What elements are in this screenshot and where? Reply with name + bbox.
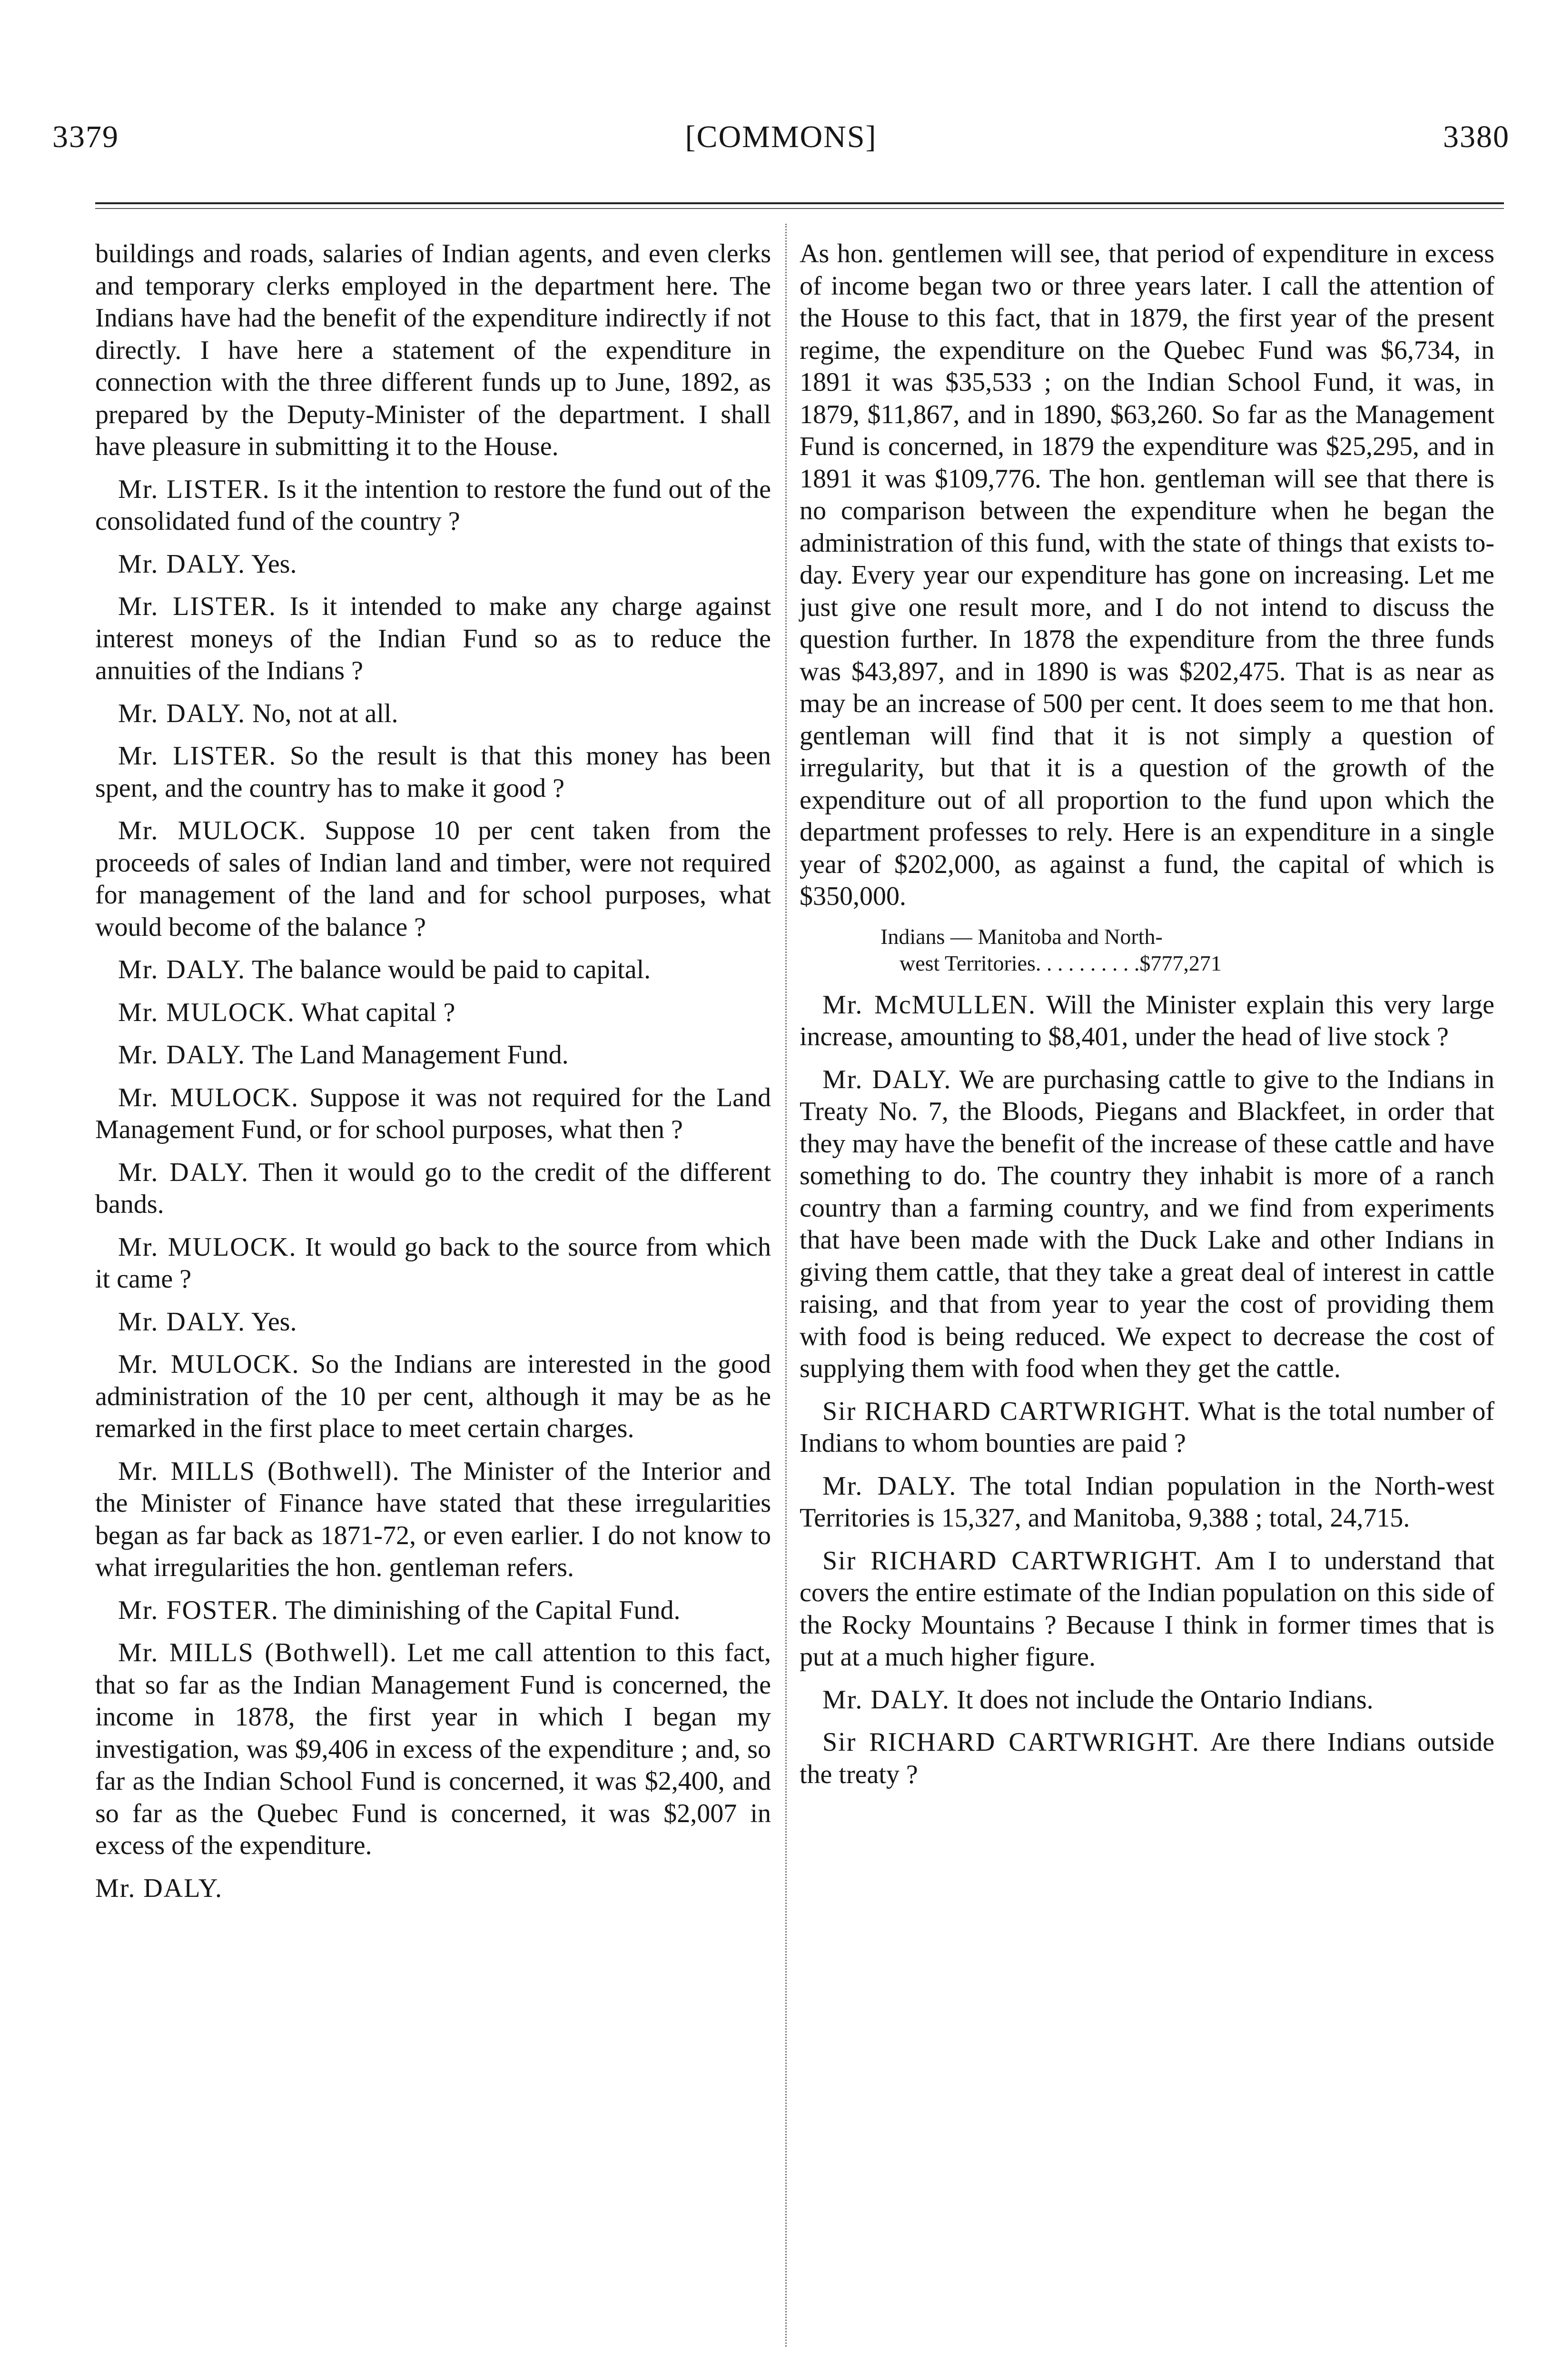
speech-text: The balance would be paid to capital. bbox=[252, 955, 651, 984]
speech-paragraph bbox=[95, 1637, 771, 1862]
speech-text: Suppose 10 per cent taken from the proceeds of sales of Indian land and timber, were not required for management of the land and for school purposes, what would become of the balance ? bbox=[95, 816, 771, 942]
speaker-name: Mr. DALY. bbox=[118, 1307, 246, 1337]
page-header bbox=[0, 119, 1562, 171]
speech-paragraph bbox=[95, 815, 771, 943]
speech-text: The total Indian population in the North-west Territories is 15,327, and Manitoba, 9,388 ; total, 24,715. bbox=[800, 1471, 1494, 1533]
speech-paragraph bbox=[95, 954, 771, 986]
header-rule bbox=[95, 202, 1504, 204]
speech-text: Yes. bbox=[251, 549, 297, 579]
speaker-name: Mr. MULOCK. bbox=[118, 1082, 299, 1112]
speech-paragraph bbox=[800, 1684, 1494, 1716]
speech-paragraph bbox=[800, 1396, 1494, 1460]
speech-text: buildings and roads, salaries of Indian agents, and even clerks and temporary clerks employed in the department here. The Indians have had the benefit of the expenditure indirectly if not directly. I have here a statement of the expenditure in connection with the three different funds up to June, 1892, as prepared by the Deputy-Minister of the department. I shall have pleasure in submitting it to the House. bbox=[95, 239, 771, 461]
speech-paragraph bbox=[800, 1545, 1494, 1674]
speaker-name: Mr. DALY. bbox=[118, 698, 246, 728]
speech-paragraph bbox=[800, 989, 1494, 1053]
speech-text: The Land Management Fund. bbox=[252, 1040, 569, 1070]
speech-text: We are purchasing cattle to give to the Indians in Treaty No. 7, the Bloods, Piegans and Blackfeet, in order that they may have the benefit of the increase of these cattle and have something to do. The country they inhabit is more of a ranch country than a farming country, and we find from experiments that have been made with the Duck Lake and other Indians in giving them cattle, that they take a great deal of interest in cattle raising, and that from year to year the cost of providing them with food is being reduced. We expect to decrease the cost of supplying them with food when they get the cattle. bbox=[800, 1064, 1494, 1383]
speech-text: It would go back to the source from which it came ? bbox=[95, 1232, 771, 1294]
speech-text: The Minister of the Interior and the Minister of Finance have stated that these irregularities began as far back as 1871-72, or even earlier. I do not know to what irregularities the hon. gentleman refers. bbox=[95, 1456, 771, 1582]
speech-paragraph bbox=[95, 740, 771, 804]
speaker-name: Mr. MULOCK. bbox=[118, 1349, 300, 1379]
speech-text: Let me call attention to this fact, that so far as the Indian Management Fund is concerned, the income in 1878, the first year in which I began my investigation, was $9,406 in excess of the expenditure ; and, so far as the Indian School Fund is concerned, it was $2,400, and so far as the Quebec Fund is concerned, it was $2,007 in excess of the expenditure. bbox=[95, 1638, 771, 1860]
estimate-line-2: west Territories. . . . . . . . . .$777,271 bbox=[900, 951, 1222, 975]
speech-text: What is the total number of Indians to whom bounties are paid ? bbox=[800, 1396, 1494, 1458]
speech-text: Is it the intention to restore the fund out of the consolidated fund of the country ? bbox=[95, 474, 771, 536]
estimate-line-1: Indians — Manitoba and North- bbox=[880, 924, 1163, 949]
speech-paragraph bbox=[800, 1726, 1494, 1791]
speech-paragraph bbox=[95, 548, 771, 581]
speech-paragraph bbox=[95, 1082, 771, 1146]
speaker-name: Sir RICHARD CARTWRIGHT. bbox=[822, 1546, 1203, 1576]
speech-paragraph bbox=[95, 238, 771, 463]
header-rule-thin bbox=[95, 208, 1504, 209]
speech-text: The diminishing of the Capital Fund. bbox=[285, 1595, 681, 1625]
speaker-name: Sir RICHARD CARTWRIGHT. bbox=[822, 1727, 1200, 1757]
column-divider bbox=[785, 224, 787, 2347]
speaker-name: Mr. DALY. bbox=[118, 1157, 249, 1187]
speech-paragraph bbox=[95, 1157, 771, 1221]
speaker-name: Mr. MULOCK. bbox=[118, 1232, 297, 1262]
speaker-name: Mr. MULOCK. bbox=[118, 816, 307, 845]
speaker-name: Mr. DALY. bbox=[118, 549, 246, 579]
speaker-name: Mr. DALY. bbox=[822, 1685, 950, 1715]
speaker-name: Mr. DALY. bbox=[822, 1471, 957, 1501]
speaker-name: Mr. McMULLEN. bbox=[822, 990, 1037, 1020]
speaker-name: Mr. MULOCK. bbox=[118, 997, 296, 1027]
header-title: [COMMONS] bbox=[685, 119, 877, 154]
speaker-name: Mr. DALY. bbox=[822, 1064, 952, 1094]
speech-paragraph bbox=[800, 1064, 1494, 1385]
speech-paragraph bbox=[95, 1595, 771, 1627]
speech-paragraph bbox=[95, 698, 771, 730]
left-page-number: 3379 bbox=[52, 119, 119, 154]
speech-paragraph bbox=[95, 1349, 771, 1445]
speech-text: So the Indians are interested in the good administration of the 10 per cent, although it may be as he remarked in the first place to meet certain charges. bbox=[95, 1349, 771, 1443]
speech-text: It does not include the Ontario Indians. bbox=[957, 1685, 1374, 1715]
speech-paragraph bbox=[800, 238, 1494, 913]
speaker-name: Mr. LISTER. bbox=[118, 474, 270, 504]
speaker-name: Mr. MILLS (Bothwell). bbox=[118, 1638, 397, 1667]
speaker-name: Mr. LISTER. bbox=[118, 741, 277, 771]
speech-paragraph bbox=[95, 1456, 771, 1584]
speaker-name: Mr. FOSTER. bbox=[118, 1595, 279, 1625]
speaker-name: Mr. MILLS (Bothwell). bbox=[118, 1456, 400, 1486]
speaker-name: Mr. DALY. bbox=[118, 955, 246, 984]
estimate-item bbox=[880, 923, 1494, 977]
speech-text: Then it would go to the credit of the different bands. bbox=[95, 1157, 771, 1219]
left-column bbox=[95, 238, 771, 1915]
speech-paragraph bbox=[800, 1470, 1494, 1535]
speech-paragraph bbox=[95, 1306, 771, 1339]
speech-text: Yes. bbox=[251, 1307, 297, 1337]
speech-text: As hon. gentlemen will see, that period of expenditure in excess of income began two or three years later. I call the attention of the House to this fact, that in 1879, the first year of the present regime, the expenditure on the Quebec Fund was $6,734, in 1891 it was $35,533 ; on the Indian School Fund, it was, in 1879, $11,867, and in 1890, $63,260. So far as the Management Fund is concerned, in 1879 the expenditure was $25,295, and in 1891 it was $109,776. The hon. gentleman will see that there is no comparison between the expenditure when he began the administration of this fund, with the state of things that exists to-day. Every year our expenditure has gone on increasing. Let me just give one result more, and I do not intend to discuss the question further. In 1878 the expenditure from the three funds was $43,897, and in 1890 is was $202,475. That is as near as may be an increase of 500 per cent. It does seem to me that hon. gentleman will find that it is not simply a question of irregularity, but that it is a question of the growth of the expenditure out of all proportion to the fund upon which the department professes to rely. Here is an expenditure in a single year of $202,000, as against a fund, the capital of which is $350,000. bbox=[800, 239, 1494, 911]
speaker-name: Sir RICHARD CARTWRIGHT. bbox=[822, 1396, 1191, 1426]
page-footer-signature: Mr. DALY. bbox=[95, 1873, 223, 1903]
speech-text: Is it intended to make any charge against interest moneys of the Indian Fund so as to reduce the annuities of the Indians ? bbox=[95, 592, 771, 685]
speech-text: Will the Minister explain this very large increase, amounting to $8,401, under the head of live stock ? bbox=[800, 990, 1494, 1051]
speech-paragraph bbox=[95, 1039, 771, 1071]
right-page-number: 3380 bbox=[1443, 119, 1510, 154]
speech-text: Am I to understand that covers the entire estimate of the Indian population on this side of the Rocky Mountains ? Because I think in former times that is put at a much higher figure. bbox=[800, 1546, 1495, 1672]
speech-text: Suppose it was not required for the Land Management Fund, or for school purposes, what then ? bbox=[95, 1082, 771, 1144]
speech-text: So the result is that this money has been spent, and the country has to make it good ? bbox=[95, 741, 771, 803]
speech-text: Are there Indians outside the treaty ? bbox=[800, 1727, 1494, 1789]
speech-text: What capital ? bbox=[301, 997, 455, 1027]
speech-text: No, not at all. bbox=[252, 698, 398, 728]
speech-paragraph bbox=[95, 997, 771, 1029]
speech-paragraph bbox=[95, 591, 771, 687]
right-column bbox=[800, 238, 1494, 1801]
speaker-name: Mr. DALY. bbox=[118, 1040, 246, 1070]
speech-paragraph bbox=[95, 474, 771, 538]
speaker-name: Mr. LISTER. bbox=[118, 592, 277, 621]
speech-paragraph bbox=[95, 1231, 771, 1296]
